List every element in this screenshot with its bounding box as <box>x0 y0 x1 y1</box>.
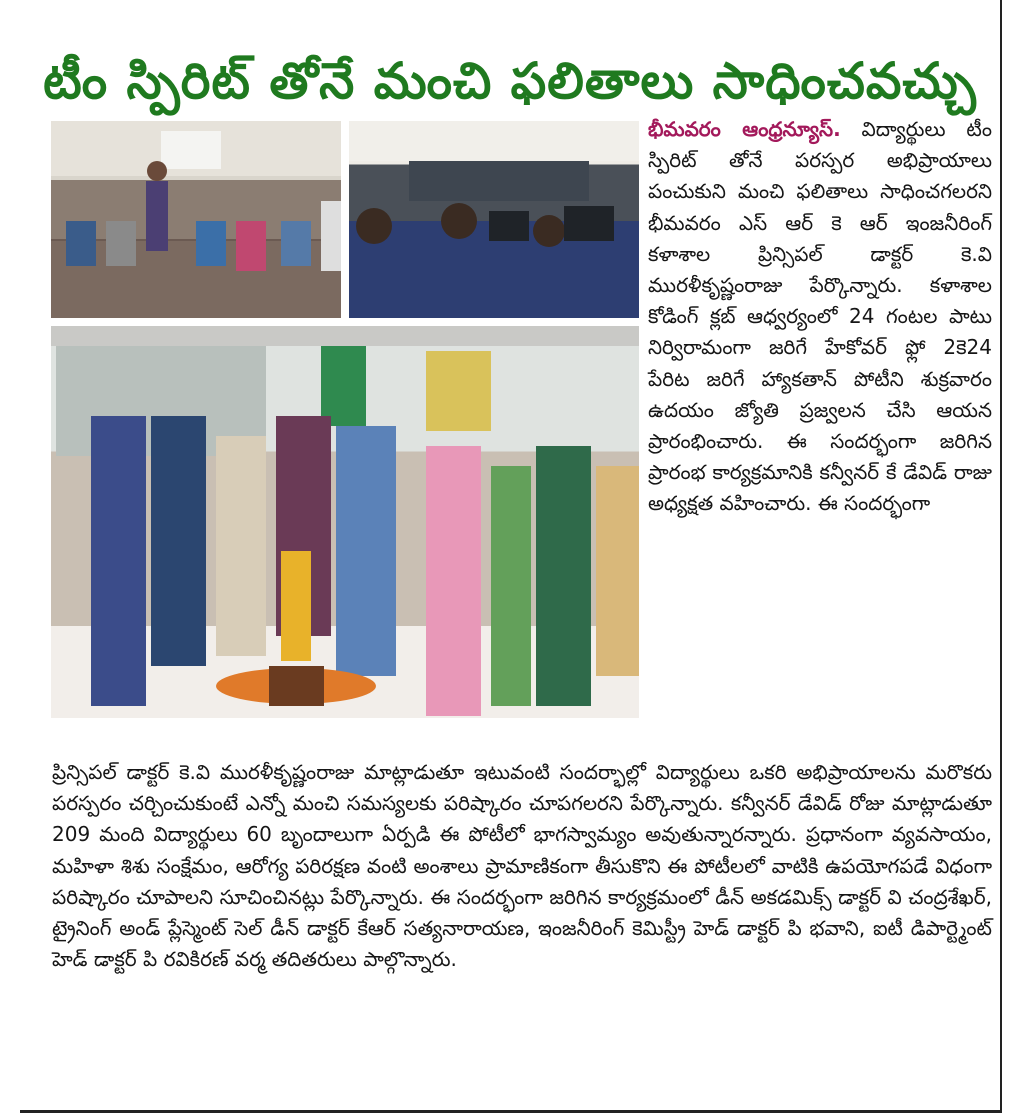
photo-speaker-addressing-guests <box>51 121 341 318</box>
article-full-width-text: ప్రిన్సిపల్ డాక్టర్ కె.వి మురళీకృష్ణంరాజు మాట్లాడుతూ ఇటువంటి సందర్భాల్లో విద్యార్థులు ఒకరి అభిప్రాయాలను మరొకరు పరస్పరం చర్చించుకుంటే ఎన్నో మంచి సమస్యలకు పరిష్కారం చూపగలరని పేర్కొన్నారు. కన్వీనర్ డేవిడ్ రోజు మాట్లాడుతూ 209 మంది విద్యార్థులు 60 బృందాలుగా ఏర్పడి ఈ పోటీలో భాగస్వామ్యం అవుతున్నారన్నారు. ప్రధానంగా వ్యవసాయం, మహిళా శిశు సంక్షేమం, ఆరోగ్య పరిరక్షణ వంటి అంశాలు ప్రామాణికంగా తీసుకొని ఈ పోటీలలో వాటికి ఉపయోగపడే విధంగా పరిష్కారం చూపాలని సూచించినట్లు పేర్కొన్నారు. ఈ సందర్భంగా జరిగిన కార్యక్రమంలో డీన్ అకడమిక్స్ డాక్టర్ వి చంద్రశేఖర్, ట్రైనింగ్ అండ్ ప్లేస్మెంట్ సెల్ డీన్ డాక్టర్ కేఆర్ సత్యనారాయణ, ఇంజనీరింగ్ కెమిస్ట్రీ హెడ్ డాక్టర్ పి భవాని, ఐటీ డిపార్ట్మెంట్ హెడ్ డాక్టర్ పి రవికిరణ్ వర్మ తదితరులు పాల్గొన్నారు. <box>52 760 992 972</box>
article-column-text <box>648 114 992 520</box>
photo-lamp-lighting-ceremony <box>51 326 639 718</box>
dateline: భీమవరం ఆంధ్రన్యూస్. <box>648 117 841 141</box>
right-border-rule <box>1000 0 1002 1112</box>
column-paragraph: విద్యార్థులు టీం స్పిరిట్ తోనే పరస్పర అభిప్రాయాలు పంచుకుని మంచి ఫలితాలు సాధించగలరని భీమవరం ఎస్ ఆర్ కె ఆర్ ఇంజనీరింగ్ కళాశాల ప్రిన్సిపల్ డాక్టర్ కె.వి మురళీకృష్ణంరాజు పేర్కొన్నారు. కళాశాల కోడింగ్ క్లబ్ ఆధ్వర్యంలో 24 గంటల పాటు నిర్విరామంగా జరిగే హేకోవర్ ఫ్లో 2కె24 పేరిట జరిగే హ్యాకతాన్ పోటీని శుక్రవారం ఉదయం జ్యోతి ప్రజ్వలన చేసి ఆయన ప్రారంభించారు. ఈ సందర్భంగా జరిగిన ప్రారంభ కార్యక్రమానికి కన్వీనర్ కే డేవిడ్ రాజు అధ్యక్షత వహించారు. ఈ సందర్భంగా <box>648 117 992 516</box>
headline: టీం స్పిరిట్ తోనే మంచి ఫలితాలు సాధించవచ్చు <box>43 51 977 110</box>
photo-students-at-computers <box>349 121 639 318</box>
bottom-border-rule <box>20 1110 1002 1113</box>
